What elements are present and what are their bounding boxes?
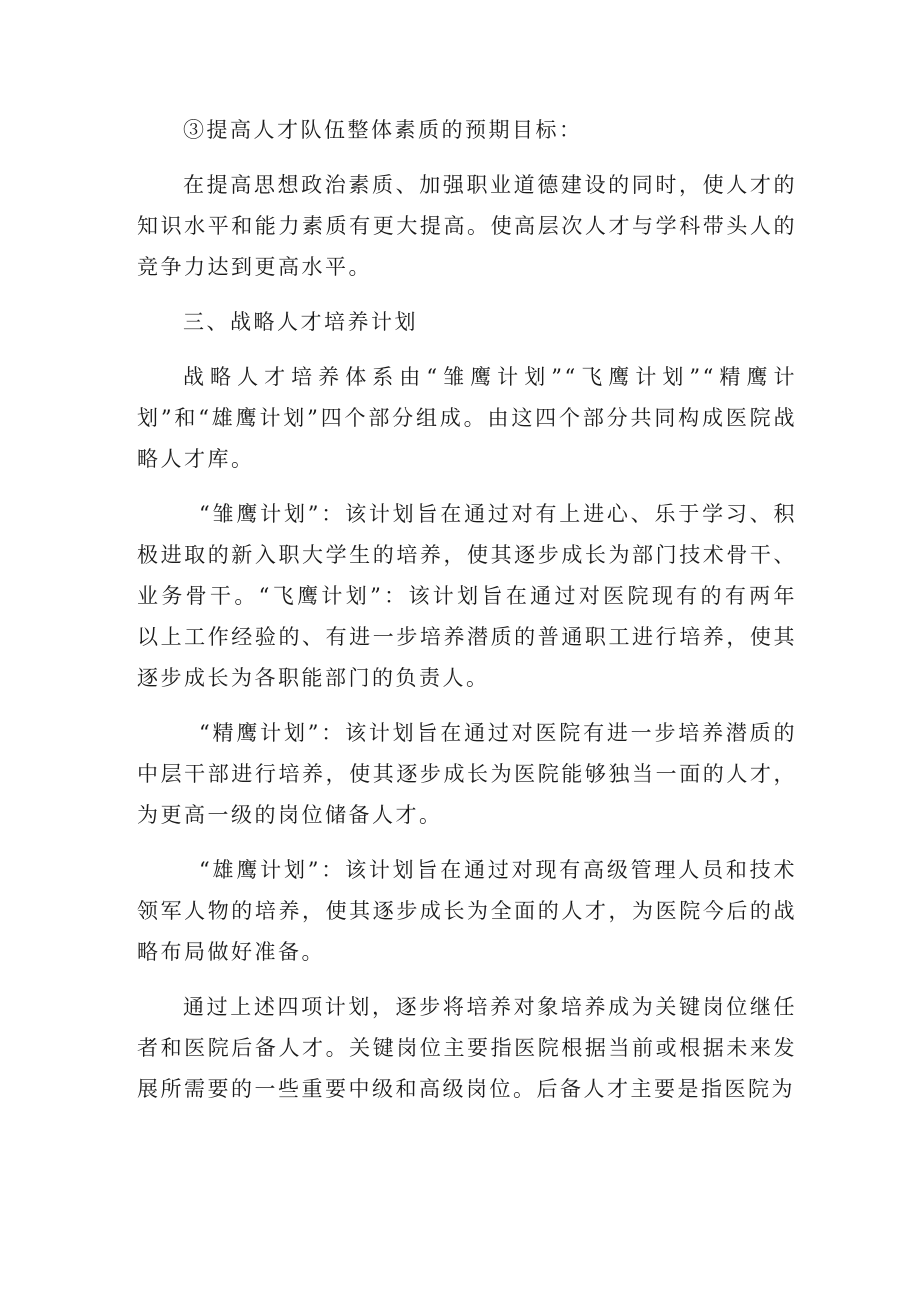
goal-heading: ③提高人才队伍整体素质的预期目标： xyxy=(183,118,583,142)
jingying-paragraph: “精鹰计划”：该计划旨在通过对医院有进一步培养潜质的中层干部进行培养，使其逐步成长为医院能够独当一面的人才，为更高一级的岗位储备人才。 xyxy=(137,721,797,827)
summary-paragraph: 通过上述四项计划，逐步将培养对象培养成为关键岗位继任者和医院后备人才。关键岗位主要指医院根据当前或根据未来发展所需要的一些重要中级和高级岗位。后备人才主要是指医院为 xyxy=(137,995,797,1101)
goal-paragraph: 在提高思想政治素质、加强职业道德建设的同时，使人才的知识水平和能力素质有更大提高。使高层次人才与学科带头人的竞争力达到更高水平。 xyxy=(137,173,797,279)
document-body xyxy=(137,110,797,1124)
xiongying-paragraph: “雄鹰计划”：该计划旨在通过对现有高级管理人员和技术领军人物的培养，使其逐步成长为全面的人才，为医院今后的战略布局做好准备。 xyxy=(137,858,797,964)
system-intro-paragraph: 战略人才培养体系由“雏鹰计划”“飞鹰计划”“精鹰计划”和“雄鹰计划”四个部分组成。由这四个部分共同构成医院战略人才库。 xyxy=(137,365,797,471)
section-heading: 三、战略人才培养计划 xyxy=(183,310,418,334)
chuying-feiying-paragraph: “雏鹰计划”：该计划旨在通过对有上进心、乐于学习、积极进取的新入职大学生的培养，使其逐步成长为部门技术骨干、业务骨干。“飞鹰计划”：该计划旨在通过对医院现有的有两年以上工作经验的、有进一步培养潜质的普通职工进行培养，使其逐步成长为各职能部门的负责人。 xyxy=(137,502,797,690)
